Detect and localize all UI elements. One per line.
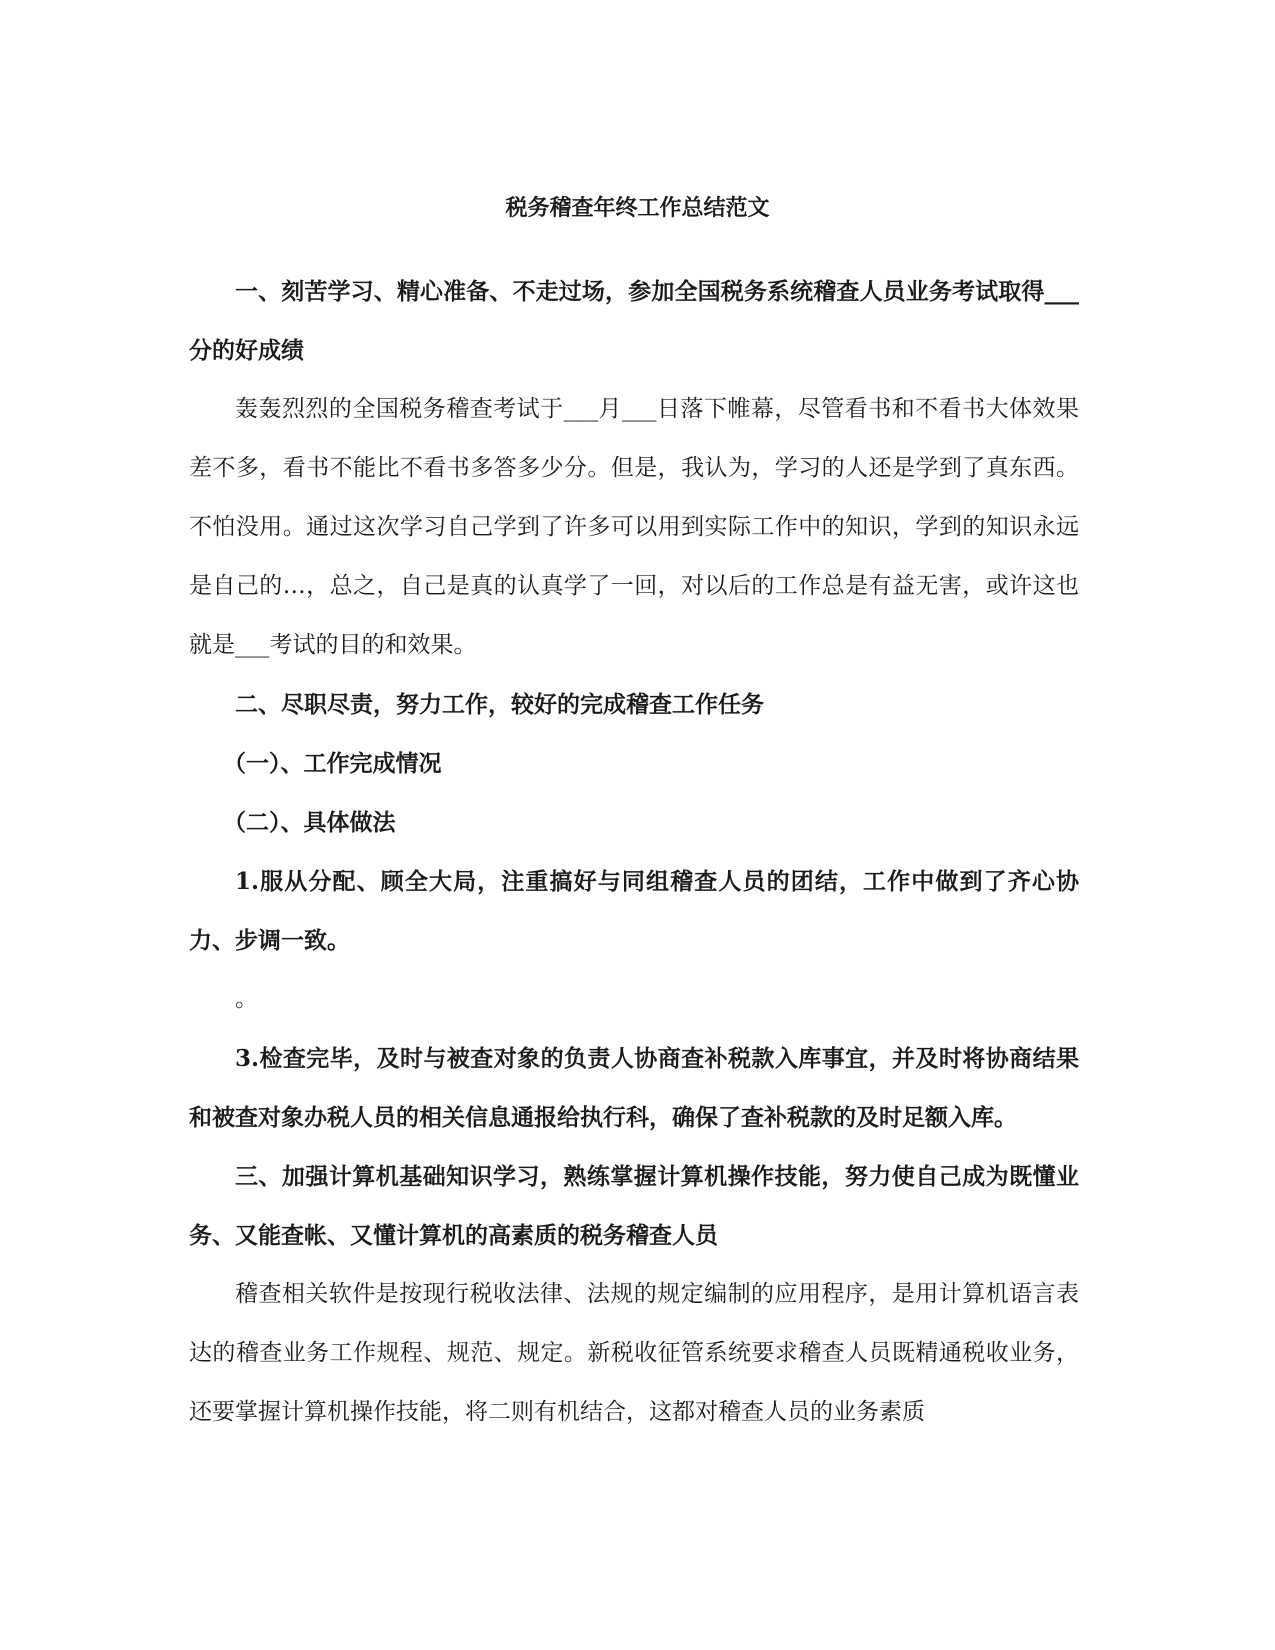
section-heading-1: 一、刻苦学习、精心准备、不走过场，参加全国税务系统稽查人员业务考试取得___分的好成绩 <box>189 278 1079 364</box>
placeholder-line: 。 <box>235 986 258 1012</box>
subsection-heading-2: （二）、具体做法 <box>223 809 396 836</box>
body-paragraph-1: 轰轰烈烈的全国税务稽查考试于___月___日落下帷幕，尽管看书和不看书大体效果差不多，看书不能比不看书多答多少分。但是，我认为，学习的人还是学到了真东西。不怕没用。通过这次学习自己学到了许多可以用到实际工作中的知识，学到的知识永远是自己的…，总之，自己是真的认真学了一回，对以后的工作总是有益无害，或许这也就是___考试的目的和效果。 <box>189 396 1079 658</box>
list-item-3: 3.检查完毕，及时与被查对象的负责人协商查补税款入库事宜，并及时将协商结果和被查对象办税人员的相关信息通报给执行科，确保了查补税款的及时足额入库。 <box>189 1045 1079 1131</box>
section-heading-3: 三、加强计算机基础知识学习，熟练掌握计算机操作技能，努力使自己成为既懂业务、又能查帐、又懂计算机的高素质的税务稽查人员 <box>189 1163 1079 1249</box>
document-title: 税务稽查年终工作总结范文 <box>505 195 770 221</box>
subsection-heading-1: （一）、工作完成情况 <box>223 750 442 777</box>
list-item-1: 1.服从分配、顾全大局，注重搞好与同组稽查人员的团结，工作中做到了齐心协力、步调一致。 <box>189 868 1079 954</box>
section-heading-2: 二、尽职尽责，努力工作，较好的完成稽查工作任务 <box>235 691 764 718</box>
body-paragraph-2: 稽查相关软件是按现行税收法律、法规的规定编制的应用程序，是用计算机语言表达的稽查业务工作规程、规范、规定。新税收征管系统要求稽查人员既精通税收业务，还要掌握计算机操作技能，将二则有机结合，这都对稽查人员的业务素质 <box>189 1281 1079 1425</box>
document-body <box>189 262 1079 1442</box>
